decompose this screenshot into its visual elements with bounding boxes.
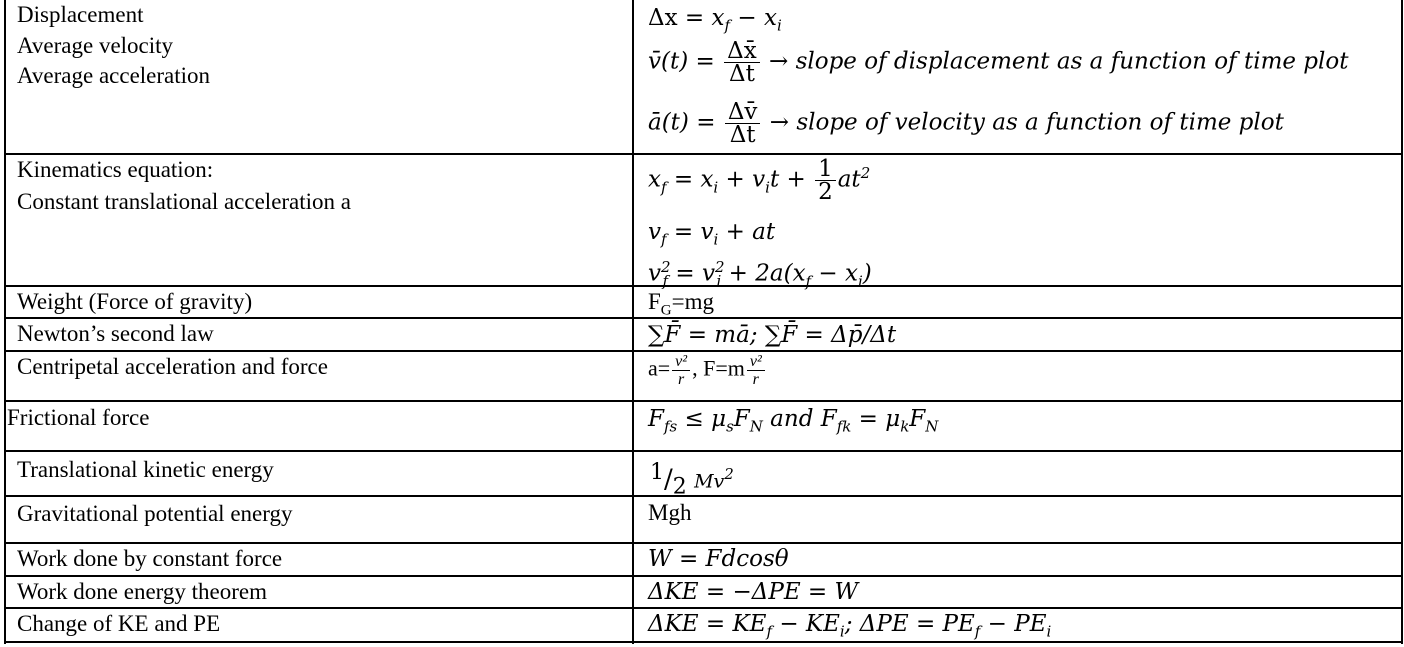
label-work-constant-force: Work done by constant force <box>17 546 283 571</box>
formula-centripetal: a= $\frac{\text{v²}}{r}$ , F=m $\frac{\text{v²}}{r}$ <box>648 353 767 388</box>
row-divider <box>4 400 1402 402</box>
label-translational-ke: Translational kinetic energy <box>17 457 274 482</box>
label-constant-acceleration: Constant translational acceleration a <box>17 189 352 214</box>
formula-change-ke-pe: $\Delta KE = KE_f - KE_i$; $\Delta PE = PE_f - PE_i$ <box>648 611 1052 641</box>
label-frictional-force: Frictional force <box>7 405 150 430</box>
label-gravitational-pe: Gravitational potential energy <box>17 501 293 526</box>
formula-average-acceleration: ā(t) = $\frac{\Delta v̄}{\Delta t}$ → slope of velocity as a function of time plot <box>648 99 1284 148</box>
formula-displacement: $\Delta x = x_f - x_i$ <box>648 5 782 35</box>
formula-kinematics-velocity-squared: $v^2_f = v^2_i + 2a(x_f - x_i)$ <box>648 258 872 291</box>
row-divider <box>4 153 1402 155</box>
label-weight: Weight (Force of gravity) <box>17 289 253 314</box>
label-change-ke-pe: Change of KE and PE <box>17 611 221 636</box>
label-work-energy-theorem: Work done energy theorem <box>17 579 268 604</box>
table-border-left <box>4 0 6 644</box>
formula-kinematics-velocity: $v_f = v_i$ + at <box>648 219 776 249</box>
label-newtons-second-law: Newton’s second law <box>17 321 214 346</box>
formula-frictional-force: $F_{fs} \le \mu_sF_N$ and $F_{fk} = \mu_kF_N$ <box>648 406 939 436</box>
column-divider <box>632 0 634 644</box>
formula-average-velocity: v̄(t) = $\frac{\Delta x̄}{\Delta t}$ → slope of displacement as a function of time plot <box>648 38 1349 87</box>
label-centripetal: Centripetal acceleration and force <box>17 354 328 379</box>
formula-newtons-second-law: ∑F̄ = mā; ∑F̄ = Δp̄/Δt <box>648 322 897 348</box>
label-displacement: Displacement <box>17 2 144 27</box>
formula-translational-ke: $^1/_2$ Mv$^2$ <box>650 460 734 500</box>
label-average-velocity: Average velocity <box>17 33 174 58</box>
row-divider <box>4 450 1402 452</box>
formula-gravitational-pe: Mgh <box>648 500 692 525</box>
label-kinematics-equation: Kinematics equation: <box>17 157 214 182</box>
formula-work-energy-theorem: ΔKE = −ΔPE = W <box>648 579 859 605</box>
formula-work-constant-force: W = Fdcosθ <box>648 546 789 572</box>
formula-weight: $F_G=mg$ <box>648 289 715 319</box>
label-average-acceleration: Average acceleration <box>17 63 211 88</box>
table-border-right <box>1401 0 1403 644</box>
formula-kinematics-position: $x_f = x_i + v_it$ + $\frac{1}{2}$ $at^2$ <box>648 156 871 206</box>
